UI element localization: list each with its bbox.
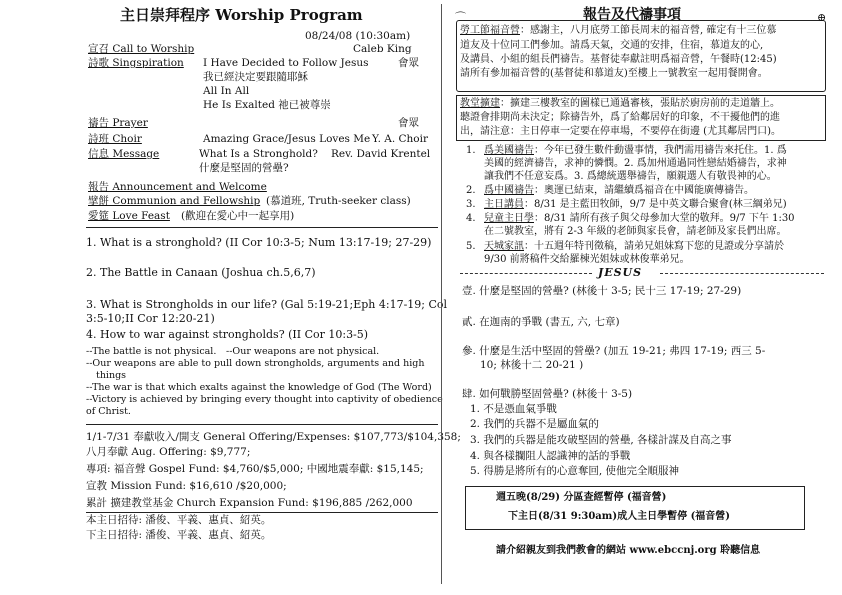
singspiration-label: 詩歌 Singspiration [88, 57, 184, 69]
item-2-number: 2. [466, 185, 476, 196]
item-4-number: 4. [466, 213, 476, 224]
mission-fund: 宣教 Mission Fund: $16,610 /$20,000; [86, 480, 287, 492]
outline-point-4: 4. How to war against strongholds? (II Cor 10:3-5) [86, 328, 369, 341]
message-title: What Is a Stronghold? [199, 148, 318, 160]
item-1-line-2: 美國的經濟禱告，求神的憐憫。2. 爲加州通過同性戀結婚禱告，求神 [484, 158, 787, 169]
zh-detail-1: 1. 不是憑血氣爭戰 [470, 403, 557, 415]
ushers-this-sunday: 本主日招待: 潘俊、平義、惠貞、紹英。 [86, 514, 272, 526]
ushers-next-sunday: 下主日招待: 潘俊、平義、惠貞、紹英。 [86, 529, 272, 541]
announcements-column [448, 0, 842, 595]
divider-2 [86, 424, 438, 425]
outline-detail-1a: --The battle is not physical. [86, 346, 217, 357]
song-3: He Is Exalted 祂已被尊崇 [203, 99, 331, 111]
notice-line-1: 週五晚(8/29) 分區查經暫停 (福音營) [496, 492, 667, 503]
prayer-leader: 會眾 [398, 117, 419, 129]
zh-detail-3: 3. 我們的兵器是能攻破堅固的營壘, 各樣計謀及自高之事 [470, 434, 732, 446]
item-2-line-1: 爲中國禱告：奧運已結束，請繼續爲福音在中國能廣傳禱告。 [484, 185, 754, 196]
call-to-worship-leader: Caleb King [353, 43, 412, 55]
item-4-line-1: 兒童主日學：8/31 請所有孩子與父母參加大堂的敬拜。9/7 下午 1:30 [484, 213, 795, 224]
item-5-number: 5. [466, 241, 476, 252]
message-title-chinese: 什麼是堅固的營壘? [199, 162, 289, 174]
camp-line-4: 請所有參加福音營的(基督徒和慕道友)至樓上一號教室一起用餐開會。 [460, 68, 768, 79]
item-1-line-3: 讓我們不任意妄爲。3. 爲總統選舉禱告，願親選人有敬畏神的心。 [484, 171, 777, 182]
special-funds: 專項: 福音聲 Gospel Fund: $4,760/$5,000; 中國地震奉獻: $15,145; [86, 463, 424, 475]
zh-outline-2: 貳. 在迦南的爭戰 (書五, 六, 七章) [462, 316, 620, 328]
notice-line-2: 下主日(8/31 9:30am)成人主日學暫停 (福音營) [508, 511, 731, 522]
outline-detail-4a: --Victory is achieved by bringing every thought into captivity of obedience [86, 394, 443, 405]
choir-songs: Amazing Grace/Jesus Loves Me [203, 133, 371, 145]
item-1-number: 1. [466, 145, 476, 156]
service-date: 08/24/08 (10:30am) [305, 30, 411, 42]
zh-detail-5: 5. 得勝是將所有的心意奪回, 使他完全順服神 [470, 465, 680, 477]
communion-label: 擘餅 Communion and Fellowship [88, 195, 261, 207]
item-4-line-2: 在二號教室，將有 2-3 年級的老師與家長會，請老師及家長們出席。 [484, 226, 787, 237]
jesus-divider-left [460, 273, 592, 274]
item-5-line-1: 天城家訊：十五週年特刊徵稿，請弟兄姐妹寫下您的見證或分享請於 [484, 241, 784, 252]
general-offering: 1/1-7/31 奉獻收入/開支 General Offering/Expenses: $107,773/$104,358; [86, 431, 461, 443]
august-offering: 八月奉獻 Aug. Offering: $9,777; [86, 446, 251, 458]
communion-note: (慕道班, Truth-seeker class) [266, 195, 411, 207]
outline-detail-3: --The war is that which exalts against the knowledge of God (The Word) [86, 382, 432, 393]
jesus-divider-right [660, 273, 824, 274]
zh-detail-4: 4. 與各樣攔阻人認識神的話的爭戰 [470, 450, 631, 462]
camp-line-3: 及講員、小組的組長們禱告。基督徒奉獻註明爲福音營，午餐時(12:45) [460, 54, 777, 65]
announcement-label: 報告 Announcement and Welcome [88, 181, 267, 193]
zh-outline-4: 肆. 如何戰勝堅固營壘? (林後十 3-5) [462, 388, 633, 400]
call-to-worship-label: 宣召 Call to Worship [88, 43, 195, 55]
scroll-curl-icon-right: ⊕ [817, 11, 827, 24]
divider-1 [86, 227, 438, 228]
zh-outline-1: 壹. 什麼是堅固的營壘? (林後十 3-5; 民十三 17-19; 27-29) [462, 285, 742, 297]
prayer-label: 禱告 Prayer [88, 117, 148, 129]
scroll-curl-icon: ⌒ [455, 11, 466, 24]
camp-line-2: 道友及十位同工們參加。請爲天氣，交通的安排，住宿，慕道友的心, [460, 40, 764, 51]
song-1: I Have Decided to Follow Jesus [203, 57, 369, 69]
jesus-emblem: JESUS [598, 266, 643, 279]
item-5-line-2: 9/30 前將稿件交給羅棟光姐妹或林俊華弟兄。 [484, 254, 690, 265]
expansion-line-1: 教堂擴建：擴建三樓教室的圖樣已通過審核，張貼於廚房前的走道牆上。 [460, 98, 780, 109]
outline-point-3a: 3. What is Strongholds in our life? (Gal 5:19-21;Eph 4:17-19; Col [86, 298, 448, 311]
zh-outline-3a: 參. 什麼是生活中堅固的營壘? (加五 19-21; 弗四 17-19; 西三 5- [462, 345, 766, 357]
outline-point-3b: 3:5-10;II Cor 12:20-21) [86, 312, 215, 325]
outline-detail-1b: --Our weapons are not physical. [226, 346, 380, 357]
love-feast-label: 愛筵 Love Feast [88, 210, 170, 222]
outline-detail-4b: of Christ. [86, 406, 131, 417]
item-3-line-1: 主日講員：8/31 是主藍田牧師，9/7 是中英文聯合聚會(林三綱弟兄) [484, 199, 787, 210]
expansion-line-2: 聽證會排期尚未決定；除禱告外，爲了給鄰居好的印象，不干擾他們的進 [460, 112, 780, 123]
love-feast-note: (歡迎在愛心中一起享用) [181, 210, 295, 222]
singspiration-leader: 會眾 [398, 57, 419, 69]
column-divider [441, 4, 442, 584]
choir-name: Y. A. Choir [372, 133, 429, 145]
zh-detail-2: 2. 我們的兵器不是屬血氣的 [470, 418, 599, 430]
divider-3 [86, 512, 438, 513]
program-title: 主日崇拜程序 Worship Program [120, 6, 363, 24]
speaker: Rev. David Krentel [331, 148, 431, 160]
item-3-number: 3. [466, 199, 476, 210]
outline-detail-2b: things [96, 370, 127, 381]
expansion-line-3: 出，請注意：主日停車一定要在停車場，不要停在街邊 (尤其鄰居門口)。 [460, 126, 781, 137]
outline-point-2: 2. The Battle in Canaan (Joshua ch.5,6,7) [86, 266, 316, 279]
choir-label: 詩班 Choir [88, 133, 142, 145]
announcements-title: 報告及代禱事項 [583, 7, 681, 23]
outline-detail-2a: --Our weapons are able to pull down strongholds, arguments and high [86, 358, 425, 369]
zh-outline-3b: 10; 林後十二 20-21 ) [480, 359, 584, 371]
song-1-chinese: 我已經決定要跟隨耶穌 [203, 71, 308, 83]
outline-point-1: 1. What is a stronghold? (II Cor 10:3-5; Num 13:17-19; 27-29) [86, 236, 432, 249]
camp-line-1: 勞工節福音營：感謝主，八月底勞工節長周末的福音營, 確定有十三位慕 [460, 25, 777, 36]
song-2: All In All [203, 85, 250, 97]
item-1-line-1: 爲美國禱告：今年已發生數件動盪事情，我們需用禱告來托住。1. 爲 [484, 145, 787, 156]
expansion-fund: 累計 擴建教堂基金 Church Expansion Fund: $196,885 /262,000 [86, 497, 413, 509]
message-label: 信息 Message [88, 148, 160, 160]
website-footer: 請介紹親友到我們教會的網站 www.ebccnj.org 聆聽信息 [496, 545, 761, 556]
